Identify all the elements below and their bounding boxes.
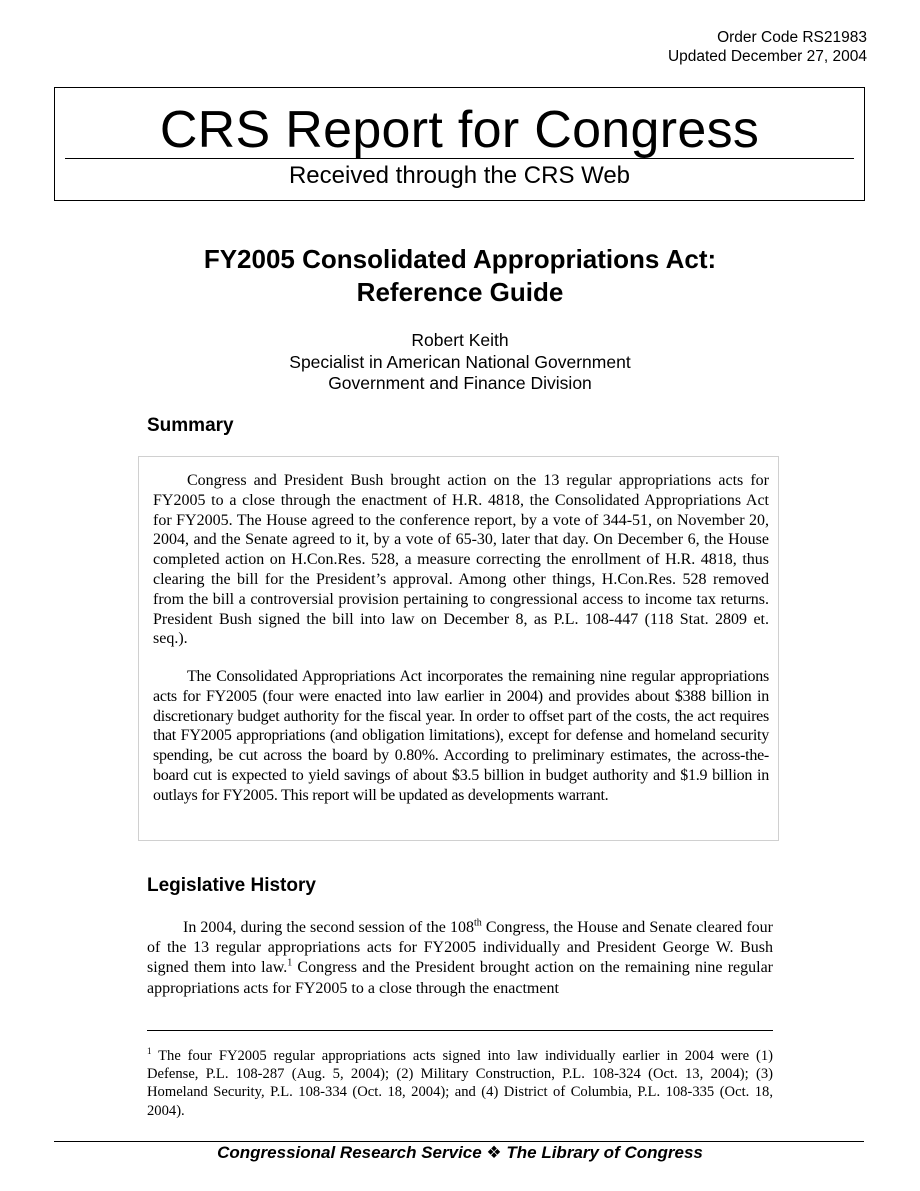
ordinal-suffix: th (473, 917, 482, 929)
legislative-text-b: Congress, the House and Senate cleared four of the 13 regular appropriations acts for FY2005 individually and President George W. Bush signed them into law. (147, 919, 773, 977)
title-line-1: FY2005 Consolidated Appropriations Act: (203, 244, 717, 274)
banner-subtitle: Received through the CRS Web (288, 162, 631, 189)
order-code: Order Code RS21983 (717, 29, 867, 46)
author-division: Government and Finance Division (328, 373, 592, 393)
footnote-number: 1 (147, 1046, 152, 1057)
legislative-text-a: In 2004, during the second session of the 108 (183, 919, 474, 936)
author-title: Specialist in American National Government (289, 351, 631, 372)
report-banner (54, 87, 865, 201)
document-title (0, 243, 920, 309)
order-code-block (668, 28, 867, 66)
updated-date: Updated December 27, 2004 (667, 48, 867, 65)
footer-divider (54, 1141, 864, 1142)
summary-paragraph-1: Congress and President Bush brought action on the 13 regular appropriations acts for FY2005 to a close through the enactment of H.R. 4818, the Consolidated Appropriations Act for FY2005. The House agreed to the conference report, by a vote of 344-51, on November 20, 2004, and the Senate agreed to it, by a vote of 65-30, later that day. On December 6, the House completed action on H.Con.Res. 528, a measure correcting the enrollment of H.R. 4818, thus clearing the bill for the President’s approval. Among other things, H.Con.Res. 528 removed from the bill a controversial provision pertaining to congressional access to income tax returns. President Bush signed the bill into law on December 8, as P.L. 108-447 (118 Stat. 2809 et. seq.). (153, 472, 769, 648)
legislative-history-heading: Legislative History (147, 875, 316, 896)
summary-box (138, 456, 779, 841)
footnote (147, 1047, 773, 1120)
author-name: Robert Keith (411, 330, 509, 350)
footnote-reference[interactable]: 1 (287, 958, 293, 970)
page-footer: Congressional Research Service ❖ The Library of Congress (217, 1143, 703, 1162)
footnote-divider (147, 1030, 773, 1031)
footnote-text: The four FY2005 regular appropriations acts signed into law individually earlier in 2004 were (1) Defense, P.L. 108-287 (Aug. 5, 2004); (2) Military Construction, P.L. 108-324 (Oct. 13, 2004); (3) Homeland Security, P.L. 108-334 (Oct. 18, 2004); and (4) District of Columbia, P.L. 108-335 (Oct. 18, 2004). (147, 1048, 773, 1119)
summary-paragraph-2: The Consolidated Appropriations Act incorporates the remaining nine regular appropriations acts for FY2005 (four were enacted into law earlier in 2004) and provides about $388 billion in discretionary budget authority for the fiscal year. In order to offset part of the costs, the act requires that FY2005 appropriations (and obligation limitations), except for defense and homeland security spending, be cut across the board by 0.80%. According to preliminary estimates, the across-the-board cut is expected to yield savings of about $3.5 billion in budget authority and $1.9 billion in outlays for FY2005. This report will be updated as developments warrant. (153, 668, 769, 804)
legislative-history-paragraph (147, 918, 773, 999)
title-line-2: Reference Guide (356, 277, 564, 307)
banner-title: CRS Report for Congress (159, 101, 760, 159)
author-block (0, 330, 920, 395)
banner-divider (65, 158, 854, 159)
summary-heading: Summary (147, 415, 234, 436)
legislative-text-c: Congress and the President brought action on the remaining nine regular appropriations acts for FY2005 to a close through the enactment (147, 959, 773, 997)
